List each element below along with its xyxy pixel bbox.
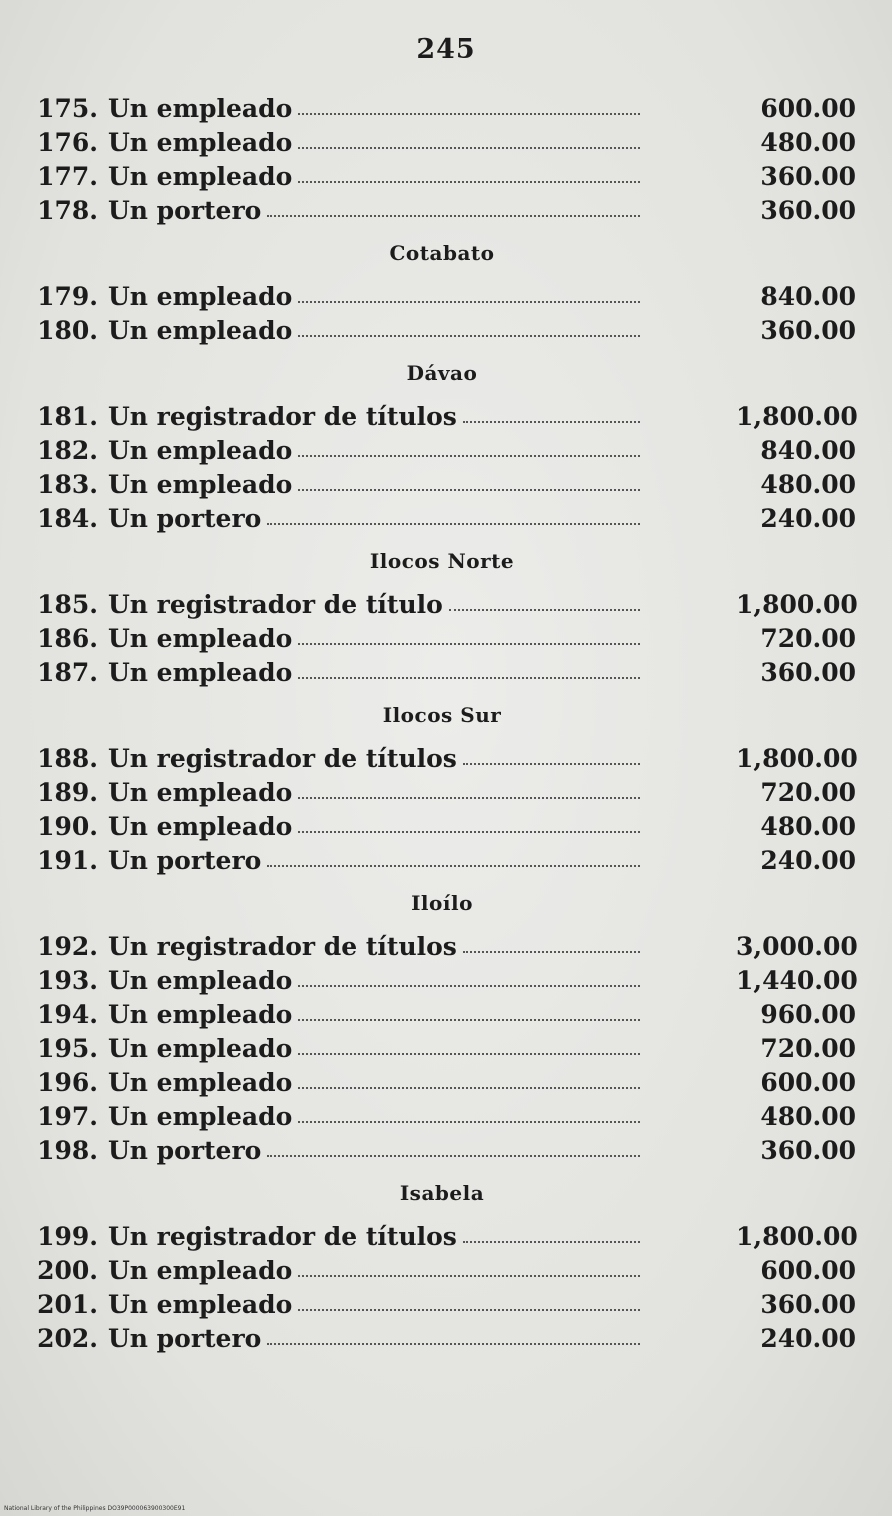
- item-number: 187.: [37, 658, 98, 687]
- item-label: Un empleado: [108, 778, 293, 807]
- item-label: Un portero: [108, 196, 262, 225]
- list-item: [28, 622, 856, 656]
- item-amount: 1,800.00: [736, 402, 858, 431]
- item-amount: 840.00: [760, 282, 856, 311]
- item-label: Un empleado: [108, 282, 293, 311]
- item-number: 193.: [37, 966, 98, 995]
- item-label: Un portero: [108, 1136, 262, 1165]
- item-number: 200.: [37, 1256, 98, 1285]
- section-heading: Ilocos Sur: [382, 703, 502, 727]
- item-amount: 480.00: [760, 1102, 856, 1131]
- dot-leader: [463, 950, 640, 953]
- section: [28, 546, 856, 690]
- salary-list: [28, 92, 856, 1356]
- page-number: 245: [416, 34, 476, 65]
- dot-leader: [463, 420, 640, 423]
- dot-leader: [298, 1308, 640, 1311]
- dot-leader: [298, 1086, 640, 1089]
- item-number: 188.: [37, 744, 98, 773]
- dot-leader: [298, 146, 640, 149]
- list-item: [28, 810, 856, 844]
- item-amount: 360.00: [760, 162, 856, 191]
- item-number: 175.: [37, 94, 98, 123]
- dot-leader: [298, 1120, 640, 1123]
- list-item: [28, 964, 856, 998]
- list-item: [28, 1100, 856, 1134]
- dot-leader: [298, 112, 640, 115]
- item-label: Un empleado: [108, 94, 293, 123]
- item-number: 186.: [37, 624, 98, 653]
- item-number: 183.: [37, 470, 98, 499]
- list-item: [28, 1220, 856, 1254]
- item-amount: 240.00: [760, 1324, 856, 1353]
- list-item: [28, 160, 856, 194]
- dot-leader: [298, 454, 640, 457]
- section-heading: Isabela: [399, 1181, 485, 1205]
- list-item: [28, 1134, 856, 1168]
- item-number: 181.: [37, 402, 98, 431]
- item-label: Un empleado: [108, 162, 293, 191]
- item-label: Un portero: [108, 504, 262, 533]
- dot-leader: [449, 608, 640, 611]
- item-label: Un empleado: [108, 1000, 293, 1029]
- item-amount: 1,800.00: [736, 744, 858, 773]
- item-amount: 1,440.00: [736, 966, 858, 995]
- item-amount: 1,800.00: [736, 1222, 858, 1251]
- list-item: [28, 844, 856, 878]
- item-label: Un empleado: [108, 658, 293, 687]
- section: [28, 1178, 856, 1356]
- list-item: [28, 314, 856, 348]
- item-number: 194.: [37, 1000, 98, 1029]
- section: [28, 92, 856, 228]
- dot-leader: [267, 1342, 640, 1345]
- list-item: [28, 1066, 856, 1100]
- section-heading: Iloílo: [411, 891, 473, 915]
- item-label: Un portero: [108, 1324, 262, 1353]
- list-item: [28, 1032, 856, 1066]
- dot-leader: [298, 1274, 640, 1277]
- item-label: Un empleado: [108, 966, 293, 995]
- item-amount: 840.00: [760, 436, 856, 465]
- item-label: Un empleado: [108, 470, 293, 499]
- item-amount: 240.00: [760, 846, 856, 875]
- item-label: Un registrador de título: [108, 590, 443, 619]
- list-item: [28, 930, 856, 964]
- item-number: 179.: [37, 282, 98, 311]
- list-item: [28, 434, 856, 468]
- list-item: [28, 468, 856, 502]
- item-number: 191.: [37, 846, 98, 875]
- item-number: 182.: [37, 436, 98, 465]
- item-amount: 960.00: [760, 1000, 856, 1029]
- item-number: 185.: [37, 590, 98, 619]
- list-item: [28, 588, 856, 622]
- item-label: Un empleado: [108, 128, 293, 157]
- dot-leader: [267, 1154, 640, 1157]
- library-footer: National Library of the Philippines DO39P000063900300E91: [4, 1505, 186, 1512]
- dot-leader: [267, 214, 640, 217]
- section: [28, 358, 856, 536]
- item-number: 196.: [37, 1068, 98, 1097]
- item-amount: 360.00: [760, 316, 856, 345]
- dot-leader: [298, 488, 640, 491]
- item-amount: 480.00: [760, 812, 856, 841]
- item-label: Un empleado: [108, 1290, 293, 1319]
- dot-leader: [463, 762, 640, 765]
- dot-leader: [298, 984, 640, 987]
- list-item: [28, 742, 856, 776]
- item-amount: 360.00: [760, 196, 856, 225]
- item-label: Un empleado: [108, 624, 293, 653]
- list-item: [28, 280, 856, 314]
- item-number: 199.: [37, 1222, 98, 1251]
- list-item: [28, 194, 856, 228]
- list-item: [28, 1254, 856, 1288]
- item-label: Un empleado: [108, 436, 293, 465]
- item-label: Un empleado: [108, 1256, 293, 1285]
- dot-leader: [267, 522, 640, 525]
- list-item: [28, 1288, 856, 1322]
- list-item: [28, 1322, 856, 1356]
- item-label: Un empleado: [108, 316, 293, 345]
- item-label: Un empleado: [108, 1068, 293, 1097]
- dot-leader: [298, 676, 640, 679]
- dot-leader: [298, 300, 640, 303]
- dot-leader: [298, 830, 640, 833]
- item-number: 197.: [37, 1102, 98, 1131]
- item-number: 190.: [37, 812, 98, 841]
- section-heading: Ilocos Norte: [369, 549, 515, 573]
- dot-leader: [267, 864, 640, 867]
- item-number: 178.: [37, 196, 98, 225]
- item-label: Un registrador de títulos: [108, 402, 457, 431]
- section: [28, 700, 856, 878]
- section: [28, 238, 856, 348]
- dot-leader: [298, 796, 640, 799]
- item-amount: 1,800.00: [736, 590, 858, 619]
- item-number: 192.: [37, 932, 98, 961]
- list-item: [28, 92, 856, 126]
- item-label: Un registrador de títulos: [108, 744, 457, 773]
- dot-leader: [298, 180, 640, 183]
- item-label: Un portero: [108, 846, 262, 875]
- dot-leader: [298, 1018, 640, 1021]
- list-item: [28, 656, 856, 690]
- section: [28, 888, 856, 1168]
- item-amount: 720.00: [760, 624, 856, 653]
- dot-leader: [463, 1240, 640, 1243]
- item-label: Un empleado: [108, 812, 293, 841]
- section-heading: Cotabato: [389, 241, 495, 265]
- item-amount: 600.00: [760, 94, 856, 123]
- list-item: [28, 126, 856, 160]
- item-amount: 360.00: [760, 1136, 856, 1165]
- item-label: Un registrador de títulos: [108, 1222, 457, 1251]
- item-number: 180.: [37, 316, 98, 345]
- item-number: 201.: [37, 1290, 98, 1319]
- item-number: 195.: [37, 1034, 98, 1063]
- item-amount: 240.00: [760, 504, 856, 533]
- item-amount: 600.00: [760, 1068, 856, 1097]
- item-amount: 360.00: [760, 658, 856, 687]
- item-amount: 360.00: [760, 1290, 856, 1319]
- dot-leader: [298, 642, 640, 645]
- item-number: 198.: [37, 1136, 98, 1165]
- item-amount: 720.00: [760, 1034, 856, 1063]
- list-item: [28, 998, 856, 1032]
- list-item: [28, 776, 856, 810]
- section-heading: Dávao: [406, 361, 478, 385]
- item-number: 202.: [37, 1324, 98, 1353]
- item-amount: 480.00: [760, 470, 856, 499]
- item-label: Un empleado: [108, 1034, 293, 1063]
- item-number: 176.: [37, 128, 98, 157]
- list-item: [28, 502, 856, 536]
- item-number: 177.: [37, 162, 98, 191]
- dot-leader: [298, 1052, 640, 1055]
- item-number: 189.: [37, 778, 98, 807]
- item-label: Un registrador de títulos: [108, 932, 457, 961]
- item-amount: 720.00: [760, 778, 856, 807]
- dot-leader: [298, 334, 640, 337]
- item-amount: 3,000.00: [736, 932, 858, 961]
- item-amount: 600.00: [760, 1256, 856, 1285]
- item-number: 184.: [37, 504, 98, 533]
- list-item: [28, 400, 856, 434]
- item-label: Un empleado: [108, 1102, 293, 1131]
- item-amount: 480.00: [760, 128, 856, 157]
